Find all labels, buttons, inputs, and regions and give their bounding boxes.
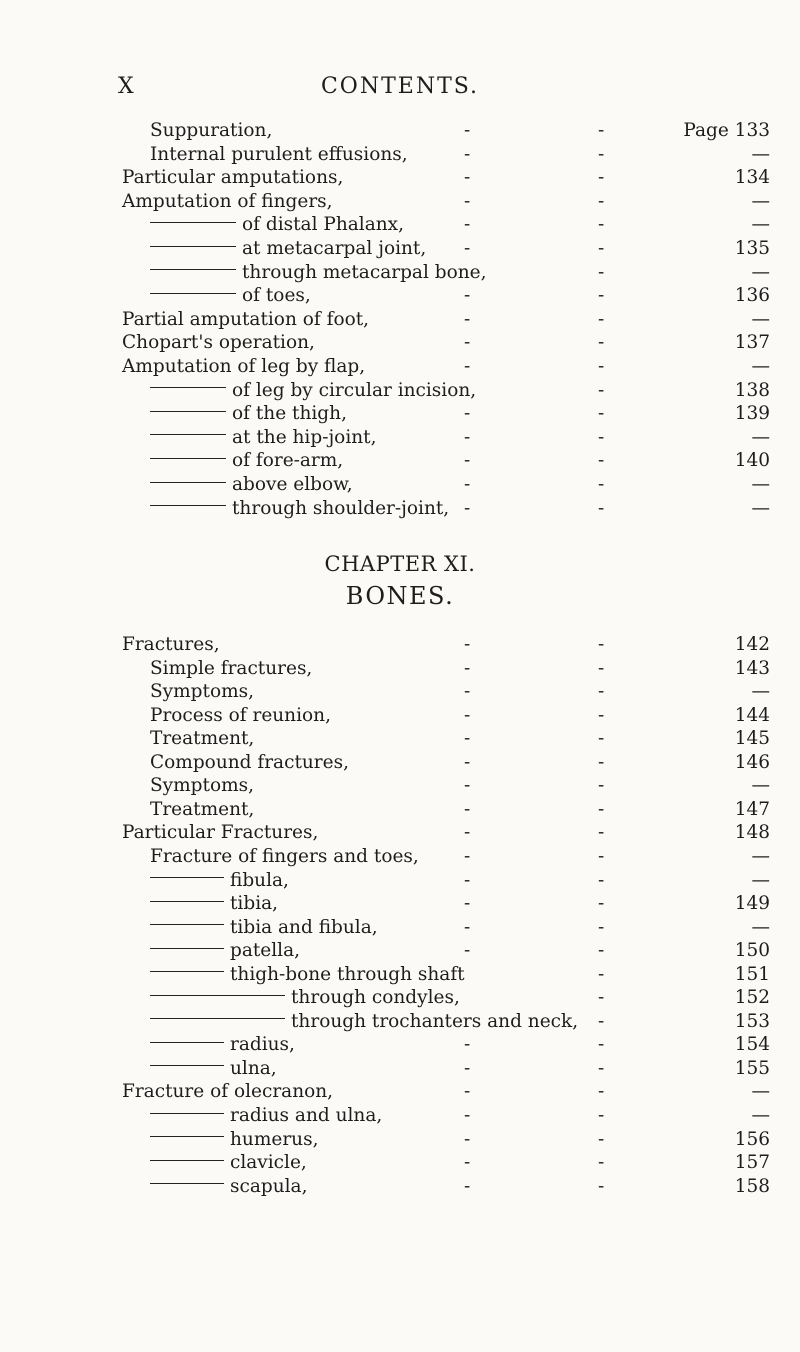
toc-entry-text — [150, 679, 254, 704]
toc-entry-page: 147 — [734, 798, 770, 820]
leader-dash: - — [464, 704, 471, 726]
toc-entry-page: 155 — [734, 1057, 770, 1079]
toc-entry-text — [150, 472, 353, 497]
leader-dash: - — [598, 167, 605, 189]
toc-entry-page: — — [751, 308, 770, 330]
toc-entry-text — [150, 656, 312, 681]
leader-dash: - — [598, 426, 605, 448]
toc-entry — [0, 632, 800, 657]
toc-entry-text — [150, 938, 300, 963]
toc-entry-label: Symptoms, — [150, 681, 254, 703]
toc-entry — [0, 1127, 800, 1152]
toc-entry — [0, 1009, 800, 1034]
leader-dash: - — [464, 1081, 471, 1103]
leader-dash: - — [464, 1105, 471, 1126]
toc-entry-page: 137 — [734, 332, 770, 354]
leader-dash: - — [598, 940, 605, 962]
toc-entry — [0, 260, 800, 285]
toc-entry — [0, 703, 800, 728]
toc-entry-label: at the hip-joint, — [232, 426, 377, 448]
toc-entry-page: — — [751, 356, 770, 377]
leader-dash: - — [598, 987, 605, 1009]
toc-entry-page: — — [751, 214, 770, 236]
toc-entry-text — [150, 773, 254, 798]
toc-entry-label: of fore-arm, — [232, 450, 344, 472]
running-title: CONTENTS. — [320, 74, 480, 99]
toc-entry — [0, 915, 800, 940]
leader-dash: - — [464, 426, 471, 448]
leader-dash: - — [598, 1034, 605, 1056]
page-header — [0, 74, 800, 104]
leader-dash: - — [598, 474, 605, 495]
leader-dash: - — [464, 798, 471, 820]
leader-rule — [150, 269, 236, 270]
leader-dash: - — [598, 450, 605, 472]
toc-entry-label: at metacarpal joint, — [242, 238, 427, 259]
toc-entry-label: through trochanters and neck, — [291, 1010, 579, 1032]
leader-dash: - — [464, 869, 471, 891]
toc-entry-page: Page 133 — [683, 120, 770, 141]
toc-entry-text — [150, 962, 465, 987]
leader-rule — [150, 924, 224, 925]
toc-entry — [0, 1150, 800, 1175]
toc-entry-label: thigh-bone through shaft — [230, 963, 465, 985]
toc-entry — [0, 1032, 800, 1057]
leader-dash: - — [464, 940, 471, 962]
toc-entry-text — [150, 283, 311, 308]
toc-entry — [0, 330, 800, 355]
toc-entry-page: 142 — [734, 634, 770, 655]
toc-entry-label: through metacarpal bone, — [242, 261, 487, 283]
toc-entry — [0, 656, 800, 681]
leader-rule — [150, 1136, 224, 1137]
leader-rule — [150, 901, 224, 902]
toc-entry-page: — — [751, 1081, 770, 1103]
leader-dash: - — [598, 893, 605, 915]
toc-entry-page: 152 — [734, 987, 770, 1009]
leader-dash: - — [598, 285, 605, 307]
toc-entry — [0, 868, 800, 893]
toc-entry-text — [150, 425, 376, 450]
leader-dash: - — [464, 775, 471, 797]
toc-entry-text — [150, 797, 254, 822]
toc-entry — [0, 425, 800, 450]
leader-dash: - — [598, 728, 605, 750]
toc-entry-text — [150, 236, 426, 261]
leader-rule — [150, 482, 226, 483]
leader-dash: - — [598, 822, 605, 844]
leader-dash: - — [598, 332, 605, 354]
toc-entry-page: — — [751, 916, 770, 938]
leader-rule — [150, 877, 224, 878]
toc-entry-page: 139 — [734, 403, 770, 425]
leader-rule — [150, 411, 226, 412]
toc-entry-label: Fracture of fingers and toes, — [150, 845, 419, 867]
toc-entry — [0, 1174, 800, 1199]
leader-dash: - — [464, 1057, 471, 1079]
toc-entry-page: 146 — [734, 751, 770, 773]
leader-dash: - — [598, 869, 605, 891]
toc-entry-page: — — [751, 426, 770, 448]
toc-entry-page: 150 — [734, 940, 770, 962]
toc-entry-text — [150, 1103, 382, 1128]
leader-dash: - — [598, 798, 605, 820]
leader-dash: - — [598, 775, 605, 797]
toc-entry-label: Particular amputations, — [122, 167, 344, 189]
toc-entry-page: 134 — [734, 167, 770, 189]
toc-entry-page: — — [751, 190, 770, 212]
toc-entry — [0, 496, 800, 521]
toc-entry — [0, 307, 800, 332]
toc-entry-text — [122, 820, 318, 845]
toc-entry-page: 143 — [734, 657, 770, 679]
leader-dash: - — [464, 285, 471, 307]
toc-entry — [0, 472, 800, 497]
toc-entry-label: of the thigh, — [232, 403, 347, 425]
toc-entry-label: Fractures, — [122, 634, 220, 655]
toc-entry-text — [122, 354, 365, 379]
leader-rule — [150, 1018, 285, 1019]
toc-entry-label: fibula, — [230, 869, 289, 891]
leader-dash: - — [464, 634, 471, 655]
toc-entry-page: 156 — [734, 1128, 770, 1150]
toc-entry-label: radius, — [230, 1034, 295, 1056]
toc-entry-text — [150, 496, 449, 521]
leader-dash: - — [598, 963, 605, 985]
leader-dash: - — [598, 308, 605, 330]
leader-dash: - — [598, 1010, 605, 1032]
leader-rule — [150, 948, 224, 949]
toc-entry-text — [150, 1032, 295, 1057]
leader-dash: - — [464, 822, 471, 844]
toc-entry — [0, 891, 800, 916]
toc-entry-label: Symptoms, — [150, 775, 254, 797]
leader-rule — [150, 995, 285, 996]
leader-dash: - — [464, 143, 471, 165]
toc-entry — [0, 750, 800, 775]
leader-dash: - — [464, 1175, 471, 1197]
toc-entry-text — [122, 1079, 333, 1104]
toc-entry — [0, 401, 800, 426]
toc-entry-page: 153 — [734, 1010, 770, 1032]
toc-entry — [0, 142, 800, 167]
toc-entry — [0, 797, 800, 822]
toc-entry — [0, 354, 800, 379]
toc-entry-label: tibia, — [230, 893, 279, 915]
leader-dash: - — [464, 167, 471, 189]
toc-entry-text — [150, 915, 378, 940]
toc-entry-text — [122, 632, 220, 657]
toc-entry-text — [150, 448, 343, 473]
leader-dash: - — [464, 845, 471, 867]
toc-entry — [0, 236, 800, 261]
toc-entry-label: scapula, — [230, 1175, 308, 1197]
leader-dash: - — [598, 916, 605, 938]
toc-entry-label: Treatment, — [150, 728, 255, 750]
toc-entry-page: 154 — [734, 1034, 770, 1056]
toc-entry-label: Treatment, — [150, 798, 255, 820]
toc-entry-page: — — [751, 1105, 770, 1126]
leader-rule — [150, 222, 236, 223]
toc-entry-page: — — [751, 497, 770, 519]
leader-dash: - — [598, 1105, 605, 1126]
leader-rule — [150, 434, 226, 435]
toc-entry-text — [150, 212, 404, 237]
toc-entry-label: of leg by circular incision, — [232, 379, 477, 401]
toc-entry-label: Simple fractures, — [150, 657, 313, 679]
toc-entry-label: Compound fractures, — [150, 751, 349, 773]
leader-dash: - — [464, 214, 471, 236]
leader-rule — [150, 458, 226, 459]
toc-entry-text — [150, 1127, 318, 1152]
leader-dash: - — [464, 1128, 471, 1150]
toc-entry-page: — — [751, 261, 770, 283]
toc-entry — [0, 378, 800, 403]
leader-dash: - — [464, 403, 471, 425]
toc-entry-page: 148 — [734, 822, 770, 844]
toc-entry-text — [150, 118, 272, 143]
toc-entry-text — [122, 165, 343, 190]
toc-entry-label: of toes, — [242, 285, 311, 307]
toc-entry-label: through shoulder-joint, — [232, 497, 450, 519]
toc-entry-page: 151 — [734, 963, 770, 985]
leader-rule — [150, 387, 226, 388]
leader-dash: - — [598, 751, 605, 773]
leader-dash: - — [598, 1057, 605, 1079]
toc-entry-label: Amputation of fingers, — [122, 190, 333, 212]
toc-entry — [0, 165, 800, 190]
toc-entry — [0, 773, 800, 798]
toc-entry-text — [122, 307, 369, 332]
toc-entry — [0, 448, 800, 473]
toc-entry-page: 138 — [734, 379, 770, 401]
leader-rule — [150, 1113, 224, 1114]
leader-rule — [150, 1160, 224, 1161]
leader-dash: - — [464, 238, 471, 259]
chapter-number: CHAPTER XI. — [324, 552, 476, 576]
leader-dash: - — [598, 497, 605, 519]
leader-dash: - — [598, 1128, 605, 1150]
toc-entry-text — [150, 260, 486, 285]
toc-entry-page: — — [751, 869, 770, 891]
toc-entry-label: Amputation of leg by flap, — [122, 356, 366, 377]
toc-entry — [0, 212, 800, 237]
toc-entry-text — [150, 726, 254, 751]
toc-entry — [0, 189, 800, 214]
leader-dash: - — [464, 356, 471, 377]
toc-entry-text — [150, 868, 289, 893]
leader-dash: - — [598, 657, 605, 679]
toc-entry-page: 149 — [734, 893, 770, 915]
leader-rule — [150, 293, 236, 294]
leader-dash: - — [464, 474, 471, 495]
leader-dash: - — [464, 308, 471, 330]
leader-dash: - — [598, 261, 605, 283]
toc-entry — [0, 726, 800, 751]
toc-entry-label: Partial amputation of foot, — [122, 308, 370, 330]
leader-dash: - — [598, 1175, 605, 1197]
toc-entry-page: 135 — [734, 238, 770, 259]
toc-entry-label: Particular Fractures, — [122, 822, 319, 844]
toc-entry-label: ulna, — [230, 1057, 277, 1079]
leader-dash: - — [598, 238, 605, 259]
toc-entry — [0, 679, 800, 704]
toc-entry — [0, 118, 800, 143]
leader-dash: - — [598, 681, 605, 703]
leader-dash: - — [464, 1034, 471, 1056]
toc-entry-page: — — [751, 143, 770, 165]
toc-entry-text — [150, 1056, 277, 1081]
page-folio: X — [118, 74, 134, 99]
leader-dash: - — [464, 681, 471, 703]
leader-dash: - — [598, 704, 605, 726]
toc-entry-page: 140 — [734, 450, 770, 472]
leader-dash: - — [598, 634, 605, 655]
leader-rule — [150, 505, 226, 506]
toc-entry-label: Fracture of olecranon, — [122, 1081, 334, 1103]
leader-dash: - — [598, 845, 605, 867]
toc-entry-text — [122, 189, 333, 214]
toc-entry-label: Suppuration, — [150, 120, 273, 141]
toc-entry — [0, 283, 800, 308]
leader-dash: - — [598, 190, 605, 212]
toc-entry — [0, 938, 800, 963]
toc-entry — [0, 1056, 800, 1081]
toc-entry-page: — — [751, 845, 770, 867]
toc-entry-page: 157 — [734, 1152, 770, 1174]
leader-dash: - — [598, 403, 605, 425]
toc-entry — [0, 1103, 800, 1128]
leader-dash: - — [464, 190, 471, 212]
toc-entry-text — [150, 703, 331, 728]
leader-dash: - — [598, 356, 605, 377]
toc-entry-text — [150, 1009, 578, 1034]
toc-entry-label: clavicle, — [230, 1152, 307, 1174]
toc-entry-label: Process of reunion, — [150, 704, 331, 726]
chapter-title: BONES. — [345, 582, 455, 610]
toc-entry-label: humerus, — [230, 1128, 319, 1150]
leader-dash: - — [464, 450, 471, 472]
toc-entry-page: — — [751, 775, 770, 797]
leader-rule — [150, 1065, 224, 1066]
toc-entry-text — [150, 142, 408, 167]
toc-entry — [0, 962, 800, 987]
leader-dash: - — [464, 120, 471, 141]
leader-dash: - — [598, 379, 605, 401]
leader-dash: - — [598, 1081, 605, 1103]
toc-entry-text — [150, 891, 278, 916]
toc-entry — [0, 985, 800, 1010]
leader-dash: - — [598, 214, 605, 236]
toc-entry-label: patella, — [230, 940, 300, 962]
toc-entry-label: above elbow, — [232, 474, 353, 495]
toc-entry-text — [150, 1150, 307, 1175]
toc-entry-text — [150, 750, 349, 775]
toc-entry-text — [150, 378, 476, 403]
toc-entry-page: — — [751, 681, 770, 703]
leader-rule — [150, 1042, 224, 1043]
leader-rule — [150, 971, 224, 972]
toc-entry-page: — — [751, 474, 770, 495]
toc-entry-text — [150, 1174, 307, 1199]
toc-entry-label: through condyles, — [291, 987, 460, 1009]
toc-entry — [0, 844, 800, 869]
leader-dash: - — [464, 893, 471, 915]
leader-dash: - — [464, 728, 471, 750]
toc-entry-text — [150, 401, 347, 426]
toc-entry-page: 136 — [734, 285, 770, 307]
leader-dash: - — [598, 1152, 605, 1174]
toc-entry — [0, 820, 800, 845]
toc-entry — [0, 1079, 800, 1104]
leader-rule — [150, 246, 236, 247]
leader-dash: - — [464, 916, 471, 938]
leader-dash: - — [464, 751, 471, 773]
toc-entry-page: 145 — [734, 728, 770, 750]
leader-dash: - — [464, 657, 471, 679]
toc-entry-label: radius and ulna, — [230, 1105, 383, 1126]
leader-dash: - — [598, 143, 605, 165]
leader-dash: - — [464, 497, 471, 519]
leader-dash: - — [598, 120, 605, 141]
toc-entry-label: Chopart's operation, — [122, 332, 315, 354]
toc-entry-label: Internal purulent effusions, — [150, 143, 408, 165]
leader-dash: - — [464, 332, 471, 354]
toc-entry-page: 158 — [734, 1175, 770, 1197]
toc-entry-text — [122, 330, 315, 355]
leader-dash: - — [464, 1152, 471, 1174]
leader-rule — [150, 1183, 224, 1184]
toc-entry-text — [150, 985, 460, 1010]
toc-entry-label: of distal Phalanx, — [242, 214, 404, 236]
toc-entry-page: 144 — [734, 704, 770, 726]
toc-entry-label: tibia and fibula, — [230, 916, 378, 938]
toc-entry-text — [150, 844, 419, 869]
